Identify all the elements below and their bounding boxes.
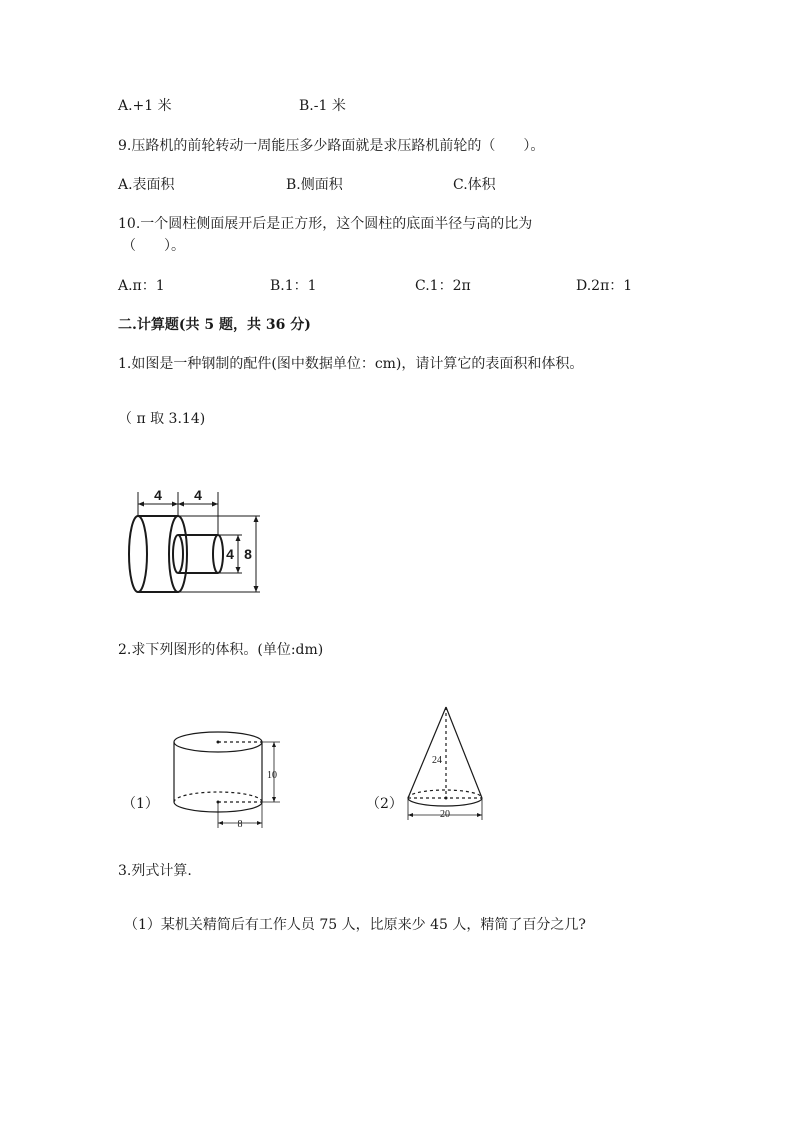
p1-stem: 1.如图是一种钢制的配件(图中数据单位：cm)，请计算它的表面积和体积。: [118, 356, 584, 372]
q9-stem: 9.压路机的前轮转动一周能压多少路面就是求压路机前轮的（ ）。: [118, 138, 545, 154]
cylinder-height-label: 10: [267, 770, 277, 781]
q9-option-c: C.体积: [453, 177, 496, 193]
dim-outer-label: 8: [244, 546, 252, 562]
cylinder-figure: [170, 726, 290, 832]
dim-right-label: 4: [194, 487, 202, 503]
dim-inner-label: 4: [226, 546, 234, 562]
dim-left-label: 4: [154, 487, 162, 503]
fig2-label: （2）: [366, 796, 403, 812]
q10-option-c: C.1：2π: [415, 278, 471, 294]
cone-figure: [404, 703, 488, 823]
q10-stem-line1: 10.一个圆柱侧面展开后是正方形，这个圆柱的底面半径与高的比为: [118, 216, 533, 232]
q9-option-b: B.侧面积: [286, 177, 343, 193]
cone-height-label: 24: [432, 755, 442, 766]
q9-option-a: A.表面积: [118, 177, 175, 193]
p3-stem: 3.列式计算.: [118, 863, 192, 879]
q8-option-a: A.+1 米: [118, 98, 172, 114]
p1-note: （ π 取 3.14): [118, 411, 206, 427]
q10-option-b: B.1：1: [270, 278, 317, 294]
q10-option-a: A.π：1: [118, 278, 165, 294]
q8-option-b: B.-1 米: [299, 98, 346, 114]
q10-stem-line2: （ ）。: [122, 238, 185, 254]
steel-part-figure: [118, 484, 268, 600]
p3-sub1: （1）某机关精简后有工作人员 75 人，比原来少 45 人，精简了百分之几?: [124, 917, 586, 933]
q10-option-d: D.2π：1: [576, 278, 633, 294]
cone-diameter-label: 20: [440, 809, 450, 820]
p2-stem: 2.求下列图形的体积。(单位:dm): [118, 642, 324, 658]
cylinder-radius-label: 8: [237, 819, 243, 830]
fig1-label: （1）: [122, 796, 159, 812]
section-heading: 二.计算题(共 5 题，共 36 分): [118, 317, 311, 333]
